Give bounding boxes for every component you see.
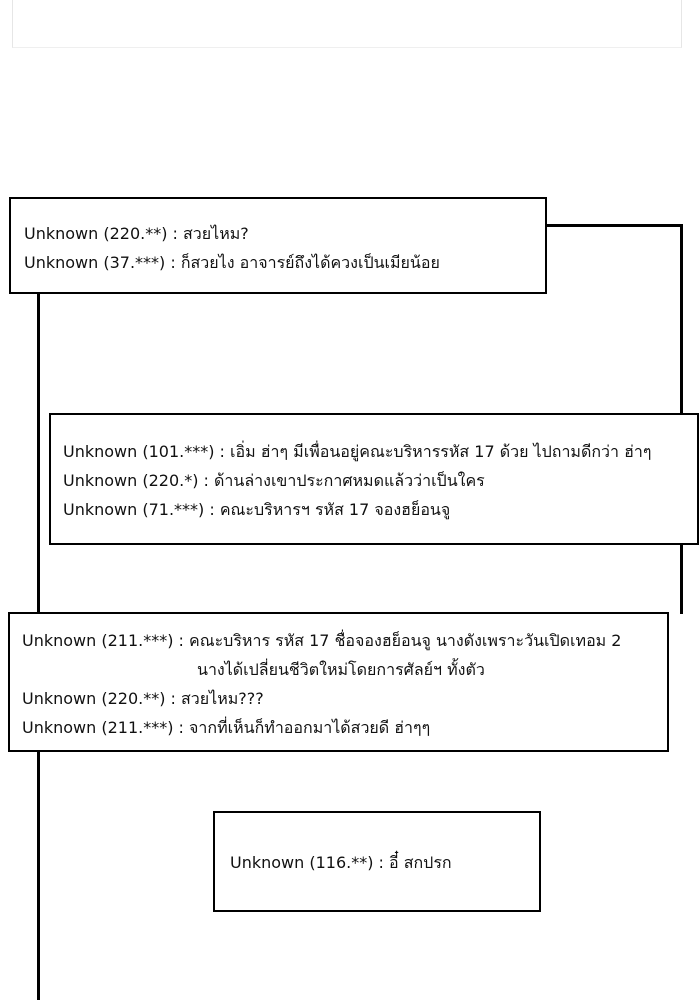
comment-line: Unknown (220.**) : สวยไหม??? (22, 689, 264, 708)
comment-line: Unknown (211.***) : จากที่เห็นก็ทำออกมาได้สวยดี ฮ่าๆๆ (22, 718, 431, 737)
comment-line: Unknown (220.**) : สวยไหม? (24, 224, 249, 243)
comment-box-2 (49, 413, 699, 545)
comment-line-continuation: นางได้เปลี่ยนชีวิตใหม่โดยการศัลย์ฯ ทั้งตัว (197, 660, 485, 679)
comment-box-3 (8, 612, 669, 752)
previous-panel-edge (12, 0, 682, 48)
comment-line: Unknown (101.***) : เอิ่ม ฮ่าๆ มีเพื่อนอยู่คณะบริหารรหัส 17 ด้วย ไปถามดีกว่า ฮ่าๆ (63, 442, 652, 461)
comment-box-1 (9, 197, 547, 294)
comment-line: Unknown (211.***) : คณะบริหาร รหัส 17 ชื่อจองฮย็อนจู นางดังเพราะวันเปิดเทอม 2 (22, 631, 622, 650)
comment-line: Unknown (71.***) : คณะบริหารฯ รหัส 17 จองฮย็อนจู (63, 500, 451, 519)
comment-line: Unknown (37.***) : ก็สวยไง อาจารย์ถึงได้ควงเป็นเมียน้อย (24, 253, 440, 272)
comment-line: Unknown (116.**) : อี๋ สกปรก (230, 853, 452, 872)
comment-line: Unknown (220.*) : ด้านล่างเขาประกาศหมดแล้วว่าเป็นใคร (63, 471, 485, 490)
comment-box-4 (213, 811, 541, 912)
thread-line-top-right (545, 224, 682, 227)
